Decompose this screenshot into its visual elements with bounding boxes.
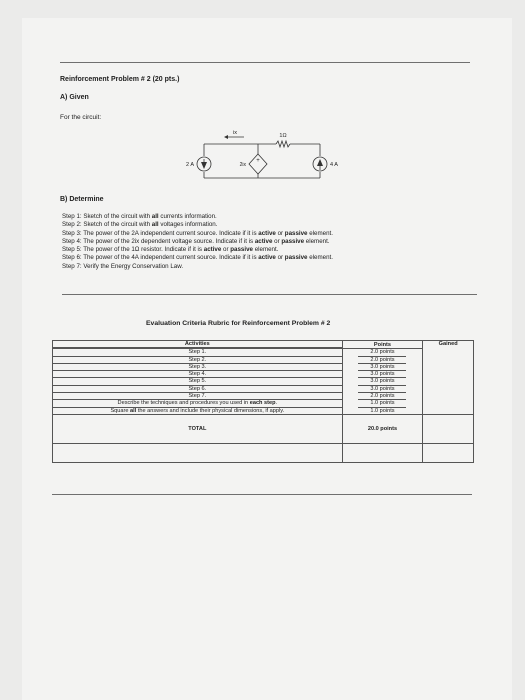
rubric-header-row [53,341,474,349]
circuit-diagram [180,128,340,184]
ix-arrow-icon [224,135,228,139]
points-value: 2.0 points [358,393,406,400]
middle-divider [62,294,477,295]
source-4a-label: 4 A [330,162,338,168]
section-b-heading: B) Determine [60,196,104,203]
section-a-heading: A) Given [60,94,89,101]
table-row: Square all the answers and include their physical dimensions, if apply. [110,407,285,414]
activities-header: Activities [53,341,343,349]
step-7: Step 7: Verify the Energy Conservation Law. [62,262,184,270]
step-5: Step 5: The power of the 1Ω resistor. Indicate if it is active or passive element. [62,246,279,254]
problem-title: Reinforcement Problem # 2 (20 pts.) [60,76,180,83]
dependent-voltage-source-icon [249,154,267,174]
points-value: 3.0 points [358,364,406,371]
table-row: Step 4. [53,371,342,378]
rubric-table [52,340,474,463]
points-value: 2.0 points [358,357,406,364]
top-divider [60,62,470,63]
activities-cell [53,349,343,415]
steps-list [62,213,502,271]
points-value: 1.0 points [358,400,406,407]
bottom-divider [52,494,472,495]
step-2: Step 2: Sketch of the circuit with all voltages information. [62,221,218,229]
total-points: 20.0 points [342,414,423,443]
ix-label: ix [233,130,237,136]
blank-cell [423,443,474,462]
points-header: Points [342,341,423,349]
total-gained-cell [423,414,474,443]
resistor-label: 1Ω [279,133,287,139]
table-row: Describe the techniques and procedures you used in each step. [53,400,342,407]
source-2a-label: 2 A [186,162,194,168]
step-4: Step 4: The power of the 2ix dependent voltage source. Indicate if it is active or passive element. [62,237,330,245]
points-value: 2.0 points [358,349,406,356]
dependent-source-sign: + [256,158,260,164]
table-row: Step 3. [53,364,342,371]
step-3: Step 3: The power of the 2A independent current source. Indicate if it is active or passive element. [62,229,333,237]
dependent-source-label: 2ix [239,162,246,168]
points-value: 3.0 points [358,386,406,393]
points-value: 3.0 points [358,378,406,385]
resistor-icon [276,141,290,147]
points-cell [342,349,423,415]
points-value: 3.0 points [358,371,406,378]
step-1: Step 1: Sketch of the circuit with all currents information. [62,213,217,220]
total-label: TOTAL [53,414,343,443]
rubric-body-row [53,349,474,415]
table-row: Step 1. [53,349,342,356]
blank-cell [342,443,423,462]
points-value: 1.0 points [370,407,395,414]
for-circuit-text: For the circuit: [60,114,102,121]
table-row: Step 5. [53,378,342,385]
table-row: Step 7. [53,393,342,400]
rubric-title: Evaluation Criteria Rubric for Reinforcement Problem # 2 [146,320,331,327]
blank-row [53,443,474,462]
total-row [53,414,474,443]
table-row: Step 6. [53,386,342,393]
table-row: Step 2. [53,357,342,364]
blank-cell [53,443,343,462]
step-6: Step 6: The power of the 4A independent current source. Indicate if it is active or passive element. [62,254,333,262]
gained-header: Gained [423,341,474,415]
